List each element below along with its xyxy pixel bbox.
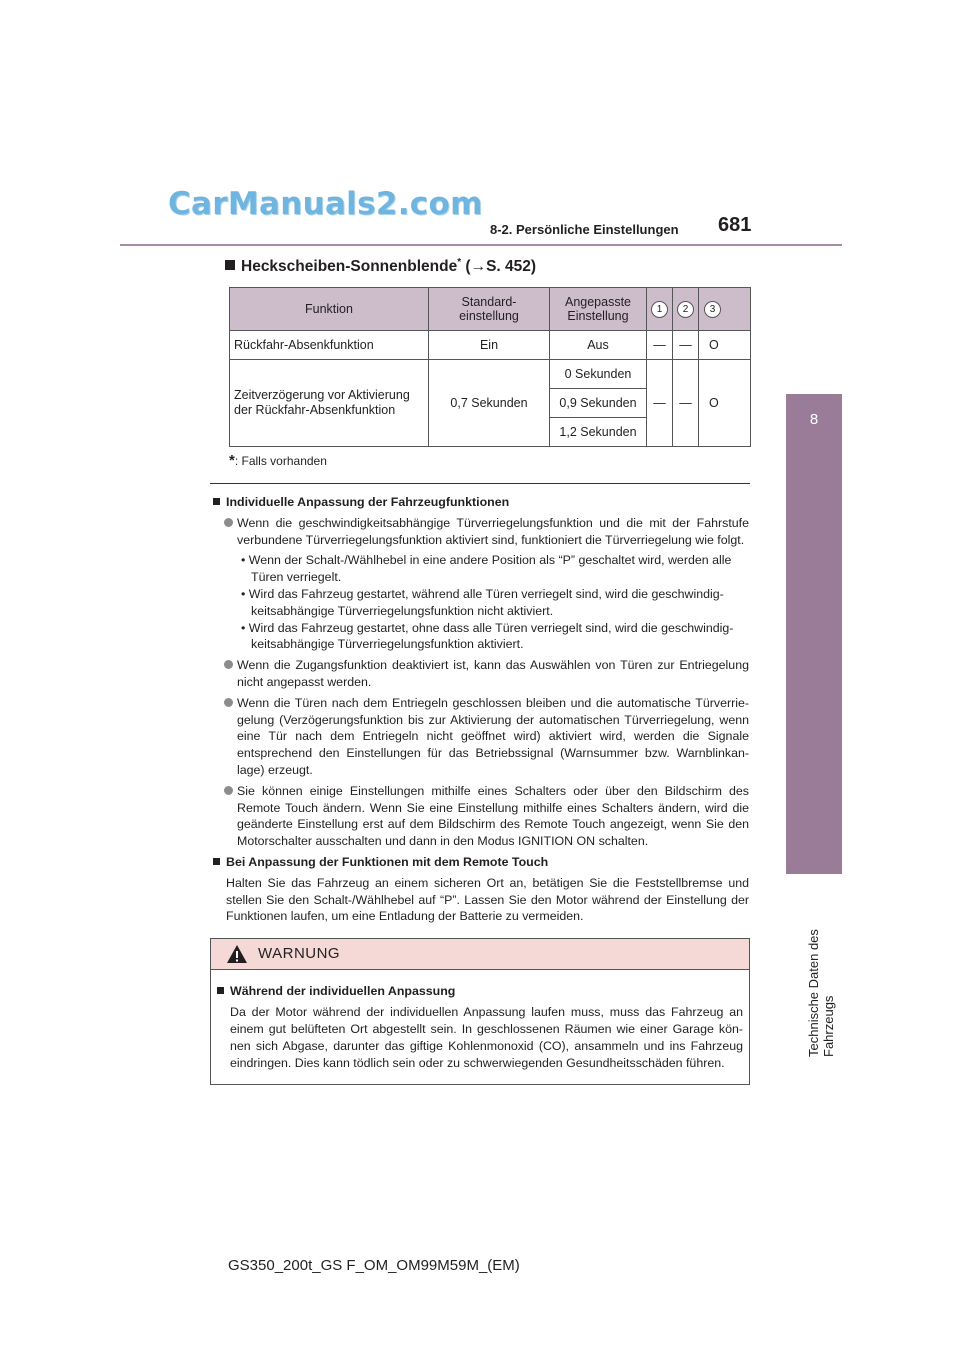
cell-function: Zeitverzögerung vor Aktivierung der Rückfahr-Absenkfunktion bbox=[230, 360, 429, 447]
sub-bullet: • Wird das Fahrzeug gestartet, während alle Türen verriegelt sind, wird die geschwindig- keitsabhängige Türverriegelungsfunktion nicht aktiviert. bbox=[241, 586, 724, 618]
header-default: Standard- einstellung bbox=[429, 288, 550, 331]
cell-custom-option: 0,9 Sekunden bbox=[550, 389, 647, 418]
section-title-star: * bbox=[457, 257, 462, 268]
header-function: Funktion bbox=[230, 288, 429, 331]
table-row bbox=[230, 360, 751, 389]
cell-default: Ein bbox=[429, 331, 550, 360]
header-circle-1 bbox=[647, 288, 673, 331]
cell-c1: — bbox=[647, 331, 673, 360]
section-title-ref: (→S. 452) bbox=[461, 258, 537, 275]
chapter-label: Technische Daten des Fahrzeugs bbox=[806, 929, 836, 1057]
bullet-text: Sie können einige Einstellungen mithilfe eines Schalters oder über den Bildschirm des Remote Touch ändern. Wenn Sie eine Einstellung mithilfe eines Schalters ändern, wird die geänderte Einstellung erst auf dem Bildschirm des Remote Touch angezeigt, wenn Sie den Motorschalter ausschalten und dann in den Modus IGNITION ON schalten. bbox=[237, 783, 749, 849]
header-section-title: 8-2. Persönliche Einstellungen bbox=[490, 222, 679, 237]
warning-body bbox=[217, 983, 743, 1072]
footnote-star: * bbox=[229, 452, 235, 469]
footnote bbox=[229, 452, 327, 469]
chapter-tab bbox=[786, 394, 842, 874]
header-circle-2 bbox=[673, 288, 699, 331]
bullet-paragraph bbox=[213, 657, 749, 691]
paragraph: Halten Sie das Fahrzeug an einem sicheren Ort an, betätigen Sie die Feststellbremse und stellen Sie den Schalt-/Wählhebel auf “P”. Lassen Sie den Motor während der Einstellung der Funktionen laufen, um eine Entladung der Batterie zu vermeiden. bbox=[226, 875, 749, 924]
square-bullet-icon bbox=[213, 498, 220, 505]
footnote-text: : Falls vorhanden bbox=[234, 454, 327, 468]
round-bullet-icon bbox=[224, 786, 233, 795]
settings-table bbox=[229, 287, 751, 447]
cell-c2: — bbox=[673, 331, 699, 360]
sub-bullet: • Wird das Fahrzeug gestartet, ohne dass alle Türen verriegelt sind, wird die geschwindig- keitsabhängige Türverriegelungsfunktion aktiviert. bbox=[241, 620, 734, 652]
subheading-text: Individuelle Anpassung der Fahrzeugfunktionen bbox=[226, 495, 510, 509]
round-bullet-icon bbox=[224, 660, 233, 669]
bullet-text: Wenn die Türen nach dem Entriegeln geschlossen bleiben und die automatische Türverrie- gelung (Verzögerungsfunktion bis zur Aktivierung der automatischen Türverriegelung, wenn eine Tür nach dem Entriegeln nicht geöffnet wird) aktiviert wird, werden die Signale entsprechend den Einstellungen für das Betriebssignal (Warnsummer bzw. Warnblinkan- lage) erzeugt. bbox=[237, 695, 749, 777]
warning-text: Da der Motor während der individuellen Anpassung laufen muss, muss das Fahrzeug an einem gut belüfteten Ort abgestellt sein. In geschlossenen Räumen wie einer Garage kön- nen sich Abgase, darunter das giftige Kohlenmonoxid (CO), ansammeln und ins Fahrzeug eindringen. Dies kann tödlich sein oder zu schwerwiegenden Gesundheitsschäden führen. bbox=[230, 1005, 743, 1070]
subheading-text: Bei Anpassung der Funktionen mit dem Remote Touch bbox=[226, 854, 549, 869]
circle-2-icon: 2 bbox=[677, 301, 694, 318]
warning-heading bbox=[217, 983, 743, 1000]
subheading bbox=[213, 494, 749, 511]
cell-function: Rückfahr-Absenkfunktion bbox=[230, 331, 429, 360]
warning-title: WARNUNG bbox=[258, 945, 341, 962]
cell-default: 0,7 Sekunden bbox=[429, 360, 550, 447]
square-bullet-icon bbox=[217, 987, 224, 994]
bullet-text: Wenn die geschwindigkeitsabhängige Türverriegelungsfunktion und die mit der Fahrstufe verbundene Türverriegelungsfunktion aktiviert sind, funktioniert die Türverriegelung wie folgt. bbox=[237, 515, 749, 547]
cell-c1: — bbox=[647, 360, 673, 447]
body-text bbox=[213, 494, 749, 925]
table-header-row bbox=[230, 288, 751, 331]
round-bullet-icon bbox=[224, 518, 233, 527]
bullet-paragraph bbox=[213, 695, 749, 779]
sub-bullet: • Wenn der Schalt-/Wählhebel in eine andere Position als “P” geschaltet wird, werden alle Türen verriegelt. bbox=[241, 553, 732, 585]
cell-c3: O bbox=[699, 360, 751, 447]
header-custom: Angepasste Einstellung bbox=[550, 288, 647, 331]
square-bullet-icon bbox=[225, 260, 235, 270]
page-number: 681 bbox=[718, 214, 752, 236]
bullet-paragraph bbox=[213, 783, 749, 850]
circle-3-icon: 3 bbox=[704, 301, 721, 318]
bullet-text: Wenn die Zugangsfunktion deaktiviert ist, kann das Auswählen von Türen zur Entriegelung nicht angepasst werden. bbox=[237, 658, 749, 689]
chapter-number: 8 bbox=[809, 411, 819, 428]
watermark-logo: CarManuals2.com bbox=[168, 186, 483, 222]
cell-custom: Aus bbox=[550, 331, 647, 360]
cell-custom-option: 0 Sekunden bbox=[550, 360, 647, 389]
round-bullet-icon bbox=[224, 698, 233, 707]
cell-custom-option: 1,2 Sekunden bbox=[550, 418, 647, 447]
cell-c3: O bbox=[699, 331, 751, 360]
circle-1-icon: 1 bbox=[651, 301, 668, 318]
section-title-text: Heckscheiben-Sonnenblende bbox=[241, 258, 458, 275]
warning-heading-text: Während der individuellen Anpassung bbox=[230, 984, 456, 998]
cell-c2: — bbox=[673, 360, 699, 447]
header-rule bbox=[120, 244, 842, 246]
subheading bbox=[213, 854, 749, 871]
square-bullet-icon bbox=[213, 858, 220, 865]
section-divider bbox=[210, 483, 750, 484]
table-row bbox=[230, 331, 751, 360]
warning-triangle-icon bbox=[226, 944, 248, 964]
footer-doc-id: GS350_200t_GS F_OM_OM99M59M_(EM) bbox=[228, 1257, 520, 1274]
section-title bbox=[225, 257, 536, 276]
header-circle-3 bbox=[699, 288, 751, 331]
bullet-paragraph bbox=[213, 515, 749, 549]
